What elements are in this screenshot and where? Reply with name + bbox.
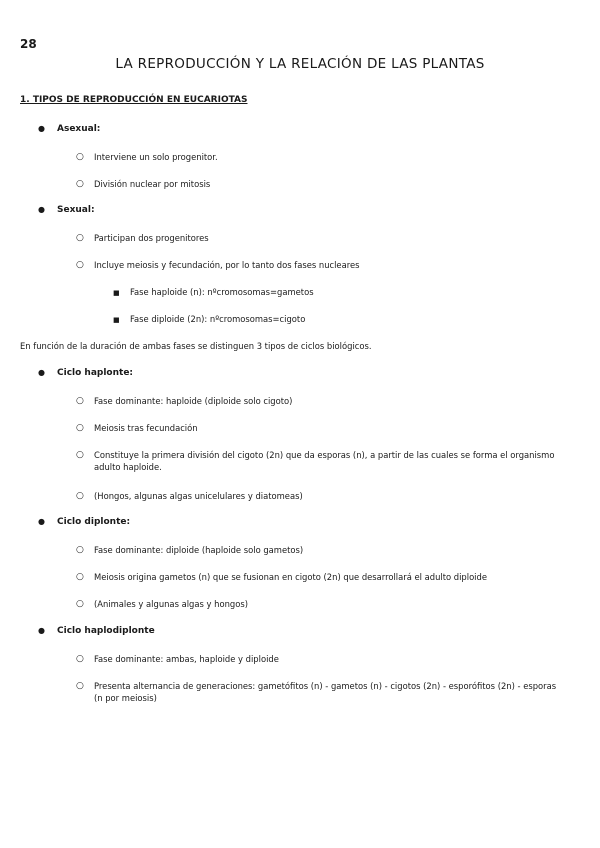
item-text: Interviene un solo progenitor. <box>94 152 218 162</box>
item-text: Fase dominante: haploide (diploide solo cigoto) <box>94 396 293 406</box>
item-text: Constituye la primera división del cigoto (2n) que da esporas (n), a partir de las cuales se forma el organismo adulto haploide. <box>94 450 555 472</box>
circle-bullet-icon: ○ <box>76 233 84 243</box>
circle-bullet-icon: ○ <box>76 396 84 406</box>
list-item-haplonte <box>38 368 133 378</box>
sub-list-item <box>113 287 314 297</box>
list-item <box>76 232 566 244</box>
item-label: Asexual: <box>57 124 101 134</box>
item-text: Meiosis tras fecundación <box>94 423 198 433</box>
sub-list-item <box>113 314 305 324</box>
item-text: Fase diploide (2n): nºcromosomas=cigoto <box>130 314 306 324</box>
item-label: Sexual: <box>57 205 95 215</box>
bullet-icon: ● <box>38 517 45 526</box>
page-title: LA REPRODUCCIÓN Y LA RELACIÓN DE LAS PLANTAS <box>115 56 485 72</box>
circle-bullet-icon: ○ <box>76 152 84 162</box>
list-item <box>76 259 566 271</box>
list-item <box>76 598 566 610</box>
bullet-icon: ● <box>38 368 45 377</box>
list-item <box>76 680 566 704</box>
list-item <box>76 490 566 502</box>
circle-bullet-icon: ○ <box>76 654 84 664</box>
item-text: (Hongos, algunas algas unicelulares y diatomeas) <box>94 491 303 501</box>
list-item <box>76 449 566 473</box>
bullet-icon: ● <box>38 124 45 133</box>
item-label: Ciclo haplodiplonte <box>57 626 155 636</box>
item-text: Meiosis origina gametos (n) que se fusionan en cigoto (2n) que desarrollará el adulto diploide <box>94 572 487 582</box>
circle-bullet-icon: ○ <box>76 599 84 609</box>
circle-bullet-icon: ○ <box>76 681 84 691</box>
item-label: Ciclo diplonte: <box>57 517 131 527</box>
item-label: Ciclo haplonte: <box>57 368 134 378</box>
section-heading: 1. TIPOS DE REPRODUCCIÓN EN EUCARIOTAS <box>20 95 248 105</box>
circle-bullet-icon: ○ <box>76 450 84 460</box>
square-bullet-icon: ■ <box>113 289 120 297</box>
bullet-icon: ● <box>38 626 45 635</box>
list-item-haplodiplonte <box>38 626 155 636</box>
list-item-diplonte <box>38 517 130 527</box>
intro-paragraph: En función de la duración de ambas fases se distinguen 3 tipos de ciclos biológicos. <box>20 341 372 351</box>
circle-bullet-icon: ○ <box>76 179 84 189</box>
bullet-icon: ● <box>38 205 45 214</box>
list-item <box>76 544 566 556</box>
list-item <box>76 178 566 190</box>
circle-bullet-icon: ○ <box>76 260 84 270</box>
item-text: Participan dos progenitores <box>94 233 209 243</box>
list-item <box>76 422 566 434</box>
item-text: Fase dominante: diploide (haploide solo gametos) <box>94 545 304 555</box>
list-item <box>76 395 566 407</box>
circle-bullet-icon: ○ <box>76 545 84 555</box>
square-bullet-icon: ■ <box>113 316 120 324</box>
circle-bullet-icon: ○ <box>76 423 84 433</box>
list-item <box>76 571 566 583</box>
list-item-asexual <box>38 124 100 134</box>
list-item <box>76 653 566 665</box>
list-item <box>76 151 566 163</box>
circle-bullet-icon: ○ <box>76 572 84 582</box>
item-text: (Animales y algunas algas y hongos) <box>94 599 248 609</box>
item-text: División nuclear por mitosis <box>94 179 211 189</box>
item-text: Incluye meiosis y fecundación, por lo tanto dos fases nucleares <box>94 260 360 270</box>
item-text: Fase dominante: ambas, haploide y diploide <box>94 654 279 664</box>
circle-bullet-icon: ○ <box>76 491 84 501</box>
item-text: Fase haploide (n): nºcromosomas=gametos <box>130 287 314 297</box>
list-item-sexual <box>38 205 95 215</box>
page-number: 28 <box>20 37 37 51</box>
item-text: Presenta alternancia de generaciones: gametófitos (n) - gametos (n) - cigotos (2n) - esporófitos (2n) - esporas (n por meiosis) <box>94 681 557 703</box>
